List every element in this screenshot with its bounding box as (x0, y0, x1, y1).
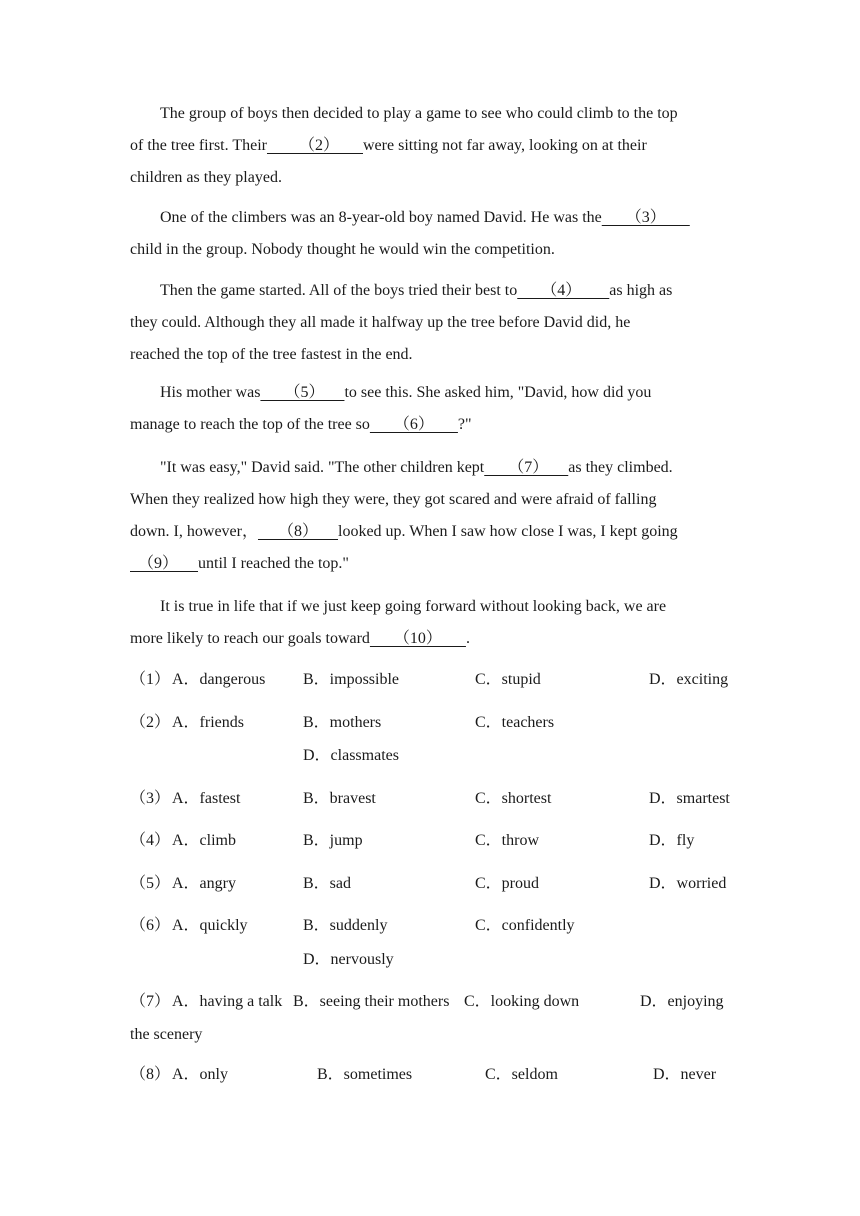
passage-text: of the tree first. Their (130, 137, 267, 154)
option-d: D．exciting (649, 671, 729, 688)
passage-text: looked up. When I saw how close I was, I kept going (338, 523, 678, 540)
passage-paragraph-6 (130, 591, 730, 655)
question-2-options (130, 707, 730, 739)
option-c: C．looking down (464, 993, 580, 1010)
question-number: （2） (130, 714, 171, 731)
blank-6: （6） (369, 416, 458, 433)
passage-text: more likely to reach our goals toward (130, 630, 370, 647)
option-a: A．quickly (172, 917, 248, 934)
question-number: （3） (130, 790, 171, 807)
passage-line: reached the top of the tree fastest in the end. (130, 346, 413, 363)
option-b: B．bravest (303, 790, 376, 807)
passage-paragraph-5 (130, 452, 730, 580)
option-d: D．worried (649, 875, 727, 892)
question-6-options (130, 910, 730, 942)
passage-text: were sitting not far away, looking on at their (363, 137, 647, 154)
passage-text: "It was easy," David said. "The other children kept (160, 459, 485, 476)
blank-2: （2） (266, 137, 363, 154)
passage-line: child in the group. Nobody thought he would win the competition. (130, 241, 555, 258)
passage-line (130, 130, 730, 162)
option-b: B．sometimes (317, 1066, 413, 1083)
option-d: D．enjoying (640, 993, 724, 1010)
option-a: A．fastest (172, 790, 241, 807)
option-a: A．friends (172, 714, 244, 731)
question-4-options (130, 825, 730, 857)
option-c: C．proud (475, 875, 540, 892)
passage-line (130, 409, 730, 441)
option-a: A．having a talk (172, 993, 283, 1010)
option-b: B．suddenly (303, 917, 388, 934)
option-d: D．fly (649, 832, 695, 849)
passage-line: When they realized how high they were, they got scared and were afraid of falling (130, 491, 657, 508)
blank-8: （8） (257, 523, 338, 540)
passage-line (130, 548, 730, 580)
passage-line: children as they played. (130, 169, 282, 186)
option-c: C．seldom (485, 1066, 558, 1083)
passage-line: It is true in life that if we just keep going forward without looking back, we are (160, 598, 667, 615)
passage-paragraph-4 (130, 377, 730, 441)
option-a: A．dangerous (172, 671, 266, 688)
question-number: （7） (130, 993, 171, 1010)
question-1-options (130, 664, 730, 696)
question-number: （1） (130, 671, 171, 688)
passage-line (130, 202, 730, 234)
option-b: B．mothers (303, 714, 382, 731)
passage-text: One of the climbers was an 8-year-old boy named David. He was the (160, 209, 602, 226)
passage-text: Then the game started. All of the boys tried their best to (160, 282, 518, 299)
option-a: A．climb (172, 832, 236, 849)
option-a: A．only (172, 1066, 229, 1083)
passage-line: The group of boys then decided to play a game to see who could climb to the top (160, 105, 678, 122)
passage-line (130, 275, 730, 307)
passage-line (130, 623, 730, 655)
option-c: C．teachers (475, 714, 555, 731)
passage-line (130, 516, 730, 548)
passage-text: until I reached the top." (198, 555, 349, 572)
question-3-options (130, 783, 730, 815)
blank-9: （9） (130, 555, 199, 572)
option-c: C．stupid (475, 671, 541, 688)
passage-text: ?" (457, 416, 472, 433)
option-b: B．impossible (303, 671, 400, 688)
question-5-options (130, 868, 730, 900)
blank-5: （5） (260, 384, 345, 401)
passage-text: as high as (609, 282, 673, 299)
passage-text: to see this. She asked him, "David, how did you (344, 384, 652, 401)
blank-4: （4） (517, 282, 610, 299)
question-number: （8） (130, 1066, 171, 1083)
option-b: B．seeing their mothers (293, 993, 450, 1010)
passage-line (130, 377, 730, 409)
option-d: D．smartest (649, 790, 730, 807)
option-c: C．shortest (475, 790, 552, 807)
passage-line (130, 452, 730, 484)
question-number: （4） (130, 832, 171, 849)
passage-paragraph-3 (130, 275, 730, 371)
passage-text: as they climbed. (568, 459, 673, 476)
question-7-options (130, 986, 730, 1018)
blank-10: （10） (369, 630, 466, 647)
question-number: （6） (130, 917, 171, 934)
option-d: D．classmates (303, 747, 399, 764)
option-a: A．angry (172, 875, 236, 892)
option-b: B．jump (303, 832, 363, 849)
option-d: D．never (653, 1066, 717, 1083)
option-d-continued: the scenery (130, 1026, 203, 1043)
option-d: D．nervously (303, 951, 394, 968)
question-number: （5） (130, 875, 171, 892)
option-c: C．confidently (475, 917, 575, 934)
option-b: B．sad (303, 875, 352, 892)
question-8-options (130, 1059, 730, 1091)
option-c: C．throw (475, 832, 540, 849)
passage-paragraph-1 (130, 98, 730, 194)
passage-text: down. I, however， (130, 523, 258, 540)
passage-text: manage to reach the top of the tree so (130, 416, 370, 433)
passage-line: they could. Although they all made it halfway up the tree before David did, he (130, 314, 631, 331)
passage-text: . (465, 630, 470, 647)
passage-paragraph-2 (130, 202, 730, 266)
blank-7: （7） (484, 459, 569, 476)
blank-3: （3） (601, 209, 690, 226)
passage-text: His mother was (160, 384, 261, 401)
